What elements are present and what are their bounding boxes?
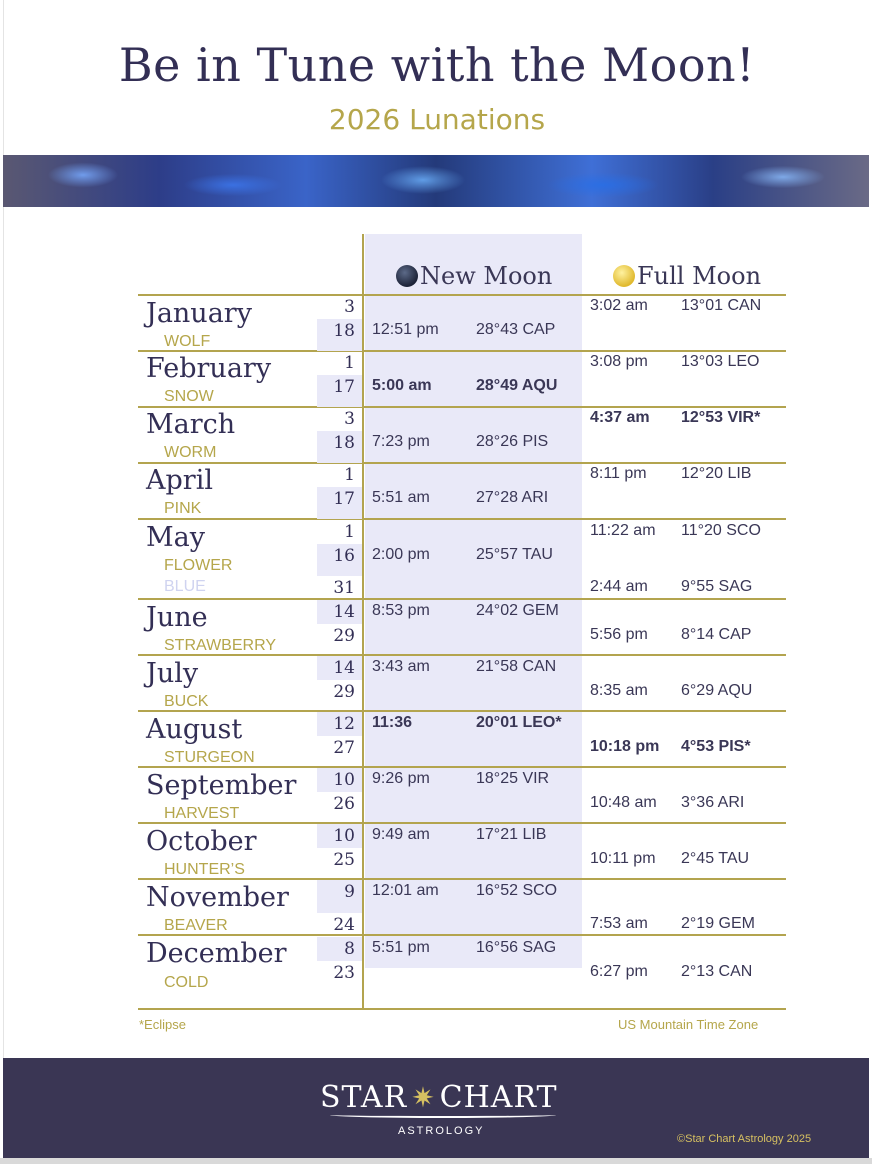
full-moon-position: 2°13 CAN [681,963,753,980]
page-title: Be in Tune with the Moon! [118,38,756,92]
new-moon-time: 5:00 am [372,377,432,394]
day-number: 3 [344,409,355,429]
moon-nickname: FLOWER [164,557,233,574]
month-name: March [146,409,236,440]
full-moon-time: 6:27 pm [590,963,648,980]
day-number: 29 [333,626,355,646]
full-moon-position: 11°20 SCO [681,522,761,539]
full-moon-time: 10:18 pm [590,738,660,755]
day-number: 9 [344,882,355,902]
day-number: 18 [333,321,355,341]
day-number: 17 [333,489,355,509]
month-name: December [146,938,287,969]
full-moon-time: 7:53 am [590,915,648,932]
day-number: 29 [333,682,355,702]
new-moon-position: 28°43 CAP [476,321,556,338]
day-number: 14 [333,602,355,622]
new-moon-time: 3:43 am [372,658,430,675]
moon-nickname: SNOW [164,388,214,405]
moon-nickname: STURGEON [164,749,255,766]
new-moon-time: 5:51 pm [372,939,430,956]
moon-nickname: BEAVER [164,917,228,934]
new-moon-column-bg [365,295,582,968]
day-number: 12 [333,714,355,734]
full-moon-position: 8°14 CAP [681,626,752,643]
full-moon-time: 4:37 am [590,409,650,426]
new-moon-time: 9:26 pm [372,770,430,787]
moon-nickname: BLUE [164,578,206,595]
new-moon-position: 17°21 LIB [476,826,547,843]
moon-nickname: HARVEST [164,805,240,822]
logo-swoosh [330,1112,556,1118]
day-number: 18 [333,433,355,453]
full-moon-time: 11:22 am [590,522,656,539]
new-moon-position: 27°28 ARI [476,489,549,506]
day-number: 1 [344,522,355,542]
full-moon-header [613,262,761,290]
new-moon-time: 9:49 am [372,826,430,843]
full-moon-time: 10:48 am [590,794,657,811]
full-moon-position: 13°01 CAN [681,297,762,314]
full-moon-position: 2°45 TAU [681,850,750,867]
day-number: 31 [333,578,355,598]
full-moon-label: Full Moon [637,262,762,290]
moon-nickname: BUCK [164,693,209,710]
day-number: 25 [333,850,355,870]
new-moon-time: 7:23 pm [372,433,430,450]
month-divider [138,294,786,296]
page-edge [0,1158,872,1164]
moon-nickname: COLD [164,974,209,991]
month-name: September [146,770,297,801]
full-moon-time: 8:11 pm [590,465,647,482]
logo-text-right: CHART [439,1080,558,1115]
day-number: 17 [333,377,355,397]
moon-nickname: WOLF [164,333,211,350]
full-moon-position: 3°36 ARI [681,794,745,811]
logo-text-left: STAR [320,1080,408,1115]
month-name: October [146,826,257,857]
star-chart-logo [320,1080,558,1115]
day-number: 26 [333,794,355,814]
new-moon-position: 28°26 PIS [476,433,549,450]
month-name: June [146,602,208,633]
new-moon-position: 28°49 AQU [476,377,558,394]
new-moon-position: 24°02 GEM [476,602,559,619]
day-number: 1 [344,465,355,485]
logo-subtitle: ASTROLOGY [398,1125,485,1137]
day-number: 14 [333,658,355,678]
full-moon-icon [613,265,635,287]
new-moon-label: New Moon [420,262,553,290]
day-number: 8 [344,939,355,959]
copyright: ©Star Chart Astrology 2025 [677,1133,812,1145]
eclipse-footnote: *Eclipse [139,1017,186,1032]
full-moon-position: 2°19 GEM [681,915,755,932]
star-icon: ✷ [411,1081,436,1114]
month-divider [138,710,786,712]
month-name: January [146,298,252,329]
new-moon-position: 25°57 TAU [476,546,553,563]
page-subtitle: 2026 Lunations [328,103,546,136]
new-moon-time: 11:36 [372,714,413,731]
new-moon-time: 8:53 pm [372,602,430,619]
full-moon-time: 2:44 am [590,578,648,595]
month-name: August [146,714,243,745]
moon-nickname: HUNTER’S [164,861,245,878]
new-moon-time: 5:51 am [372,489,430,506]
new-moon-icon [396,265,418,287]
full-moon-time: 5:56 pm [590,626,648,643]
month-divider [138,598,786,600]
full-moon-position: 12°53 VIR* [681,409,761,426]
full-moon-position: 9°55 SAG [681,578,753,595]
moon-nickname: WORM [164,444,217,461]
month-divider [138,518,786,520]
month-divider [138,934,786,936]
new-moon-position: 16°56 SAG [476,939,557,956]
full-moon-time: 8:35 am [590,682,648,699]
full-moon-time: 3:08 pm [590,353,648,370]
new-moon-time: 12:01 am [372,882,439,899]
new-moon-time: 12:51 pm [372,321,439,338]
month-name: July [146,658,199,689]
full-moon-position: 12°20 LIB [681,465,752,482]
full-moon-position: 4°53 PIS* [681,738,751,755]
new-moon-position: 16°52 SCO [476,882,558,899]
moon-nickname: PINK [164,500,202,517]
month-name: February [146,353,272,384]
day-number: 10 [333,826,355,846]
full-moon-position: 6°29 AQU [681,682,753,699]
day-number: 3 [344,297,355,317]
new-moon-position: 20°01 LEO* [476,714,562,731]
full-moon-time: 10:11 pm [590,850,656,867]
day-number: 16 [333,546,355,566]
full-moon-position: 13°03 LEO [681,353,760,370]
month-divider [138,406,786,408]
full-moon-time: 3:02 am [590,297,648,314]
month-divider [138,350,786,352]
month-divider [138,462,786,464]
labradorite-banner-image [3,155,869,207]
new-moon-position: 18°25 VIR [476,770,550,787]
month-name: November [146,882,289,913]
month-name: May [146,522,205,553]
day-number: 27 [333,738,355,758]
day-number: 24 [333,915,355,935]
table-bottom-line [138,1008,786,1010]
new-moon-time: 2:00 pm [372,546,430,563]
moon-nickname: STRAWBERRY [164,637,277,654]
day-number: 10 [333,770,355,790]
timezone-note: US Mountain Time Zone [618,1017,759,1032]
new-moon-position: 21°58 CAN [476,658,557,675]
day-number: 23 [333,963,355,983]
new-moon-header [396,262,552,290]
day-number: 1 [344,353,355,373]
month-name: April [146,465,213,496]
